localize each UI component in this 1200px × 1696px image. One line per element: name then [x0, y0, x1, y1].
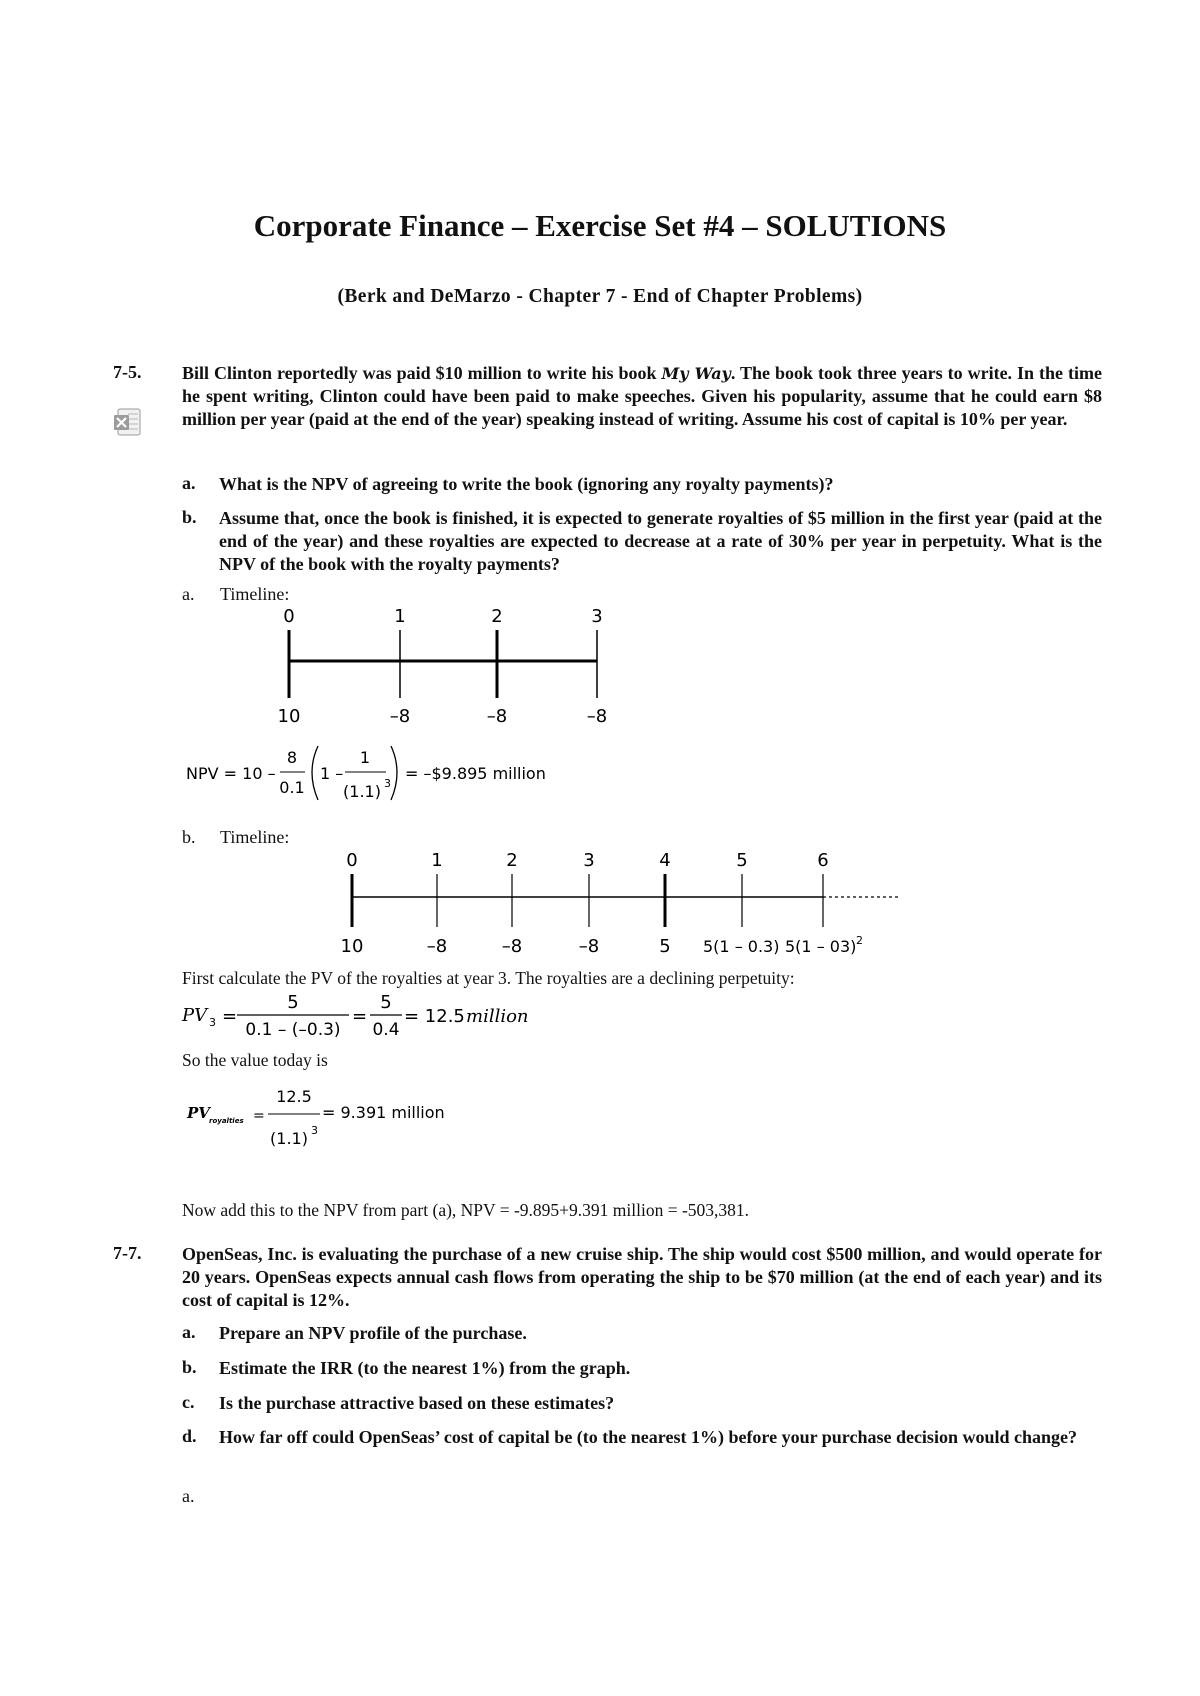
- pv3-formula: [181, 992, 529, 1040]
- formula-lhs: PV: [187, 1104, 210, 1122]
- left-paren: [312, 746, 318, 800]
- right-paren: [391, 746, 397, 800]
- body-text: First calculate the PV of the royalties at year 3. The royalties are a declining perpetuity:: [182, 968, 795, 988]
- formula-equals: =: [222, 1006, 238, 1027]
- question-text-start: Bill Clinton reportedly was paid $10 million to write his book: [182, 363, 662, 383]
- timeline-period: 3: [583, 850, 595, 871]
- subquestion-label: c.: [182, 1392, 195, 1412]
- page-subtitle: (Berk and DeMarzo - Chapter 7 - End of Chapter Problems): [337, 286, 863, 307]
- timeline-period: 2: [506, 850, 518, 871]
- formula-unit: million: [466, 1006, 529, 1027]
- answer-label: a.: [182, 584, 195, 604]
- timeline-cashflow: –8: [389, 706, 411, 727]
- answer-text: Timeline:: [220, 827, 290, 847]
- answer-label: a.: [182, 1486, 195, 1506]
- subquestion-label: b.: [182, 507, 197, 527]
- timeline-period: 6: [817, 850, 829, 871]
- book-title: My Way: [661, 364, 731, 383]
- timeline-cashflow: –8: [578, 936, 600, 957]
- timeline-period: 0: [346, 850, 358, 871]
- formula-numerator: 8: [286, 748, 298, 767]
- formula-result: = 9.391 million: [322, 1103, 445, 1122]
- formula-one-minus: 1 –: [320, 764, 344, 783]
- answer-label: b.: [182, 827, 196, 847]
- timeline-cashflow: 5(1 – 03): [785, 937, 857, 956]
- formula-numerator: 5: [287, 992, 299, 1013]
- timeline-period: 2: [491, 606, 503, 627]
- subquestion-label: a.: [182, 1322, 196, 1342]
- formula-exponent: 3: [311, 1124, 318, 1137]
- formula-lhs: PV: [182, 1005, 208, 1026]
- subquestion-text: Is the purchase attractive based on these estimates?: [219, 1393, 615, 1413]
- timeline-cashflow: –8: [486, 706, 508, 727]
- timeline-period: 1: [431, 850, 443, 871]
- npv-formula-a: [186, 746, 546, 801]
- subquestion-label: a.: [182, 473, 196, 493]
- formula-lhs: NPV = 10 –: [186, 764, 276, 783]
- page-title: Corporate Finance – Exercise Set #4 – SOLUTIONS: [253, 208, 947, 243]
- problem-number: 7-5.: [113, 362, 142, 382]
- formula-numerator: 12.5: [276, 1087, 312, 1106]
- formula-result: = 12.5: [404, 1006, 465, 1027]
- timeline-period: 3: [591, 606, 603, 627]
- timeline-cashflow: –8: [586, 706, 608, 727]
- body-text: So the value today is: [182, 1050, 328, 1070]
- timeline-cashflow: 10: [277, 706, 301, 727]
- subquestion-text: How far off could OpenSeas’ cost of capital be (to the nearest 1%) before your purchase decision would change?: [219, 1427, 1077, 1447]
- subquestion-label: d.: [182, 1426, 197, 1446]
- formula-numerator: 5: [380, 992, 392, 1013]
- problem-number: 7-7.: [113, 1243, 142, 1263]
- subquestion-text: What is the NPV of agreeing to write the book (ignoring any royalty payments)?: [219, 474, 834, 494]
- timeline-period: 1: [394, 606, 406, 627]
- answer-text: Timeline:: [220, 584, 290, 604]
- formula-denominator: 0.1 – (–0.3): [245, 1020, 341, 1040]
- timeline-period: 4: [659, 850, 671, 871]
- subquestion-label: b.: [182, 1357, 197, 1377]
- timeline-period: 5: [736, 850, 748, 871]
- subquestion-text: Prepare an NPV profile of the purchase.: [219, 1323, 527, 1343]
- formula-equals: =: [352, 1006, 368, 1027]
- timeline-cashflow: –8: [501, 936, 523, 957]
- timeline-period: 0: [283, 606, 295, 627]
- timeline-exponent: 2: [856, 934, 863, 947]
- timeline-cashflow: 5: [659, 936, 671, 957]
- formula-inner-numerator: 1: [359, 748, 371, 767]
- timeline-cashflow: –8: [426, 936, 448, 957]
- problem-question: OpenSeas, Inc. is evaluating the purchase of a new cruise ship. The ship would cost $500 million, and would operate for 20 years. OpenSeas expects annual cash flows from operating the ship to be $70 million (at the end of each year) and its cost of capital is 12%.: [182, 1244, 1102, 1310]
- formula-equals: =: [253, 1108, 265, 1124]
- formula-exponent: 3: [384, 777, 391, 790]
- formula-subscript: royalties: [209, 1117, 244, 1125]
- timeline-cashflow: 5(1 – 0.3): [703, 937, 780, 956]
- question-text-end: . The book took three years to write. In the time he spent writing, Clinton could have been paid to make speeches. Given his popularity, assume that he could earn $8 million per year (paid at the end of the year) speaking instead of writing. Assume his cost of capital is 10% per year.: [182, 363, 1102, 429]
- pv-royalties-formula: [186, 1087, 445, 1148]
- timeline-cashflow: 10: [340, 936, 364, 957]
- subquestion-text: Assume that, once the book is finished, it is expected to generate royalties of $5 million in the first year (paid at the end of the year) and these royalties are expected to decrease at a rate of 30% per year in perpetuity. What is the NPV of the book with the royalty payments?: [219, 508, 1102, 574]
- formula-result: = –$9.895 million: [405, 764, 546, 783]
- subquestion-text: Estimate the IRR (to the nearest 1%) from the graph.: [219, 1358, 631, 1378]
- formula-subscript: 3: [209, 1016, 216, 1029]
- formula-denominator: (1.1): [270, 1129, 308, 1148]
- formula-inner-denominator: (1.1): [343, 782, 381, 801]
- formula-denominator: 0.1: [279, 778, 305, 797]
- body-text: Now add this to the NPV from part (a), NPV = -9.895+9.391 million = -503,381.: [182, 1200, 750, 1220]
- formula-denominator: 0.4: [372, 1020, 400, 1040]
